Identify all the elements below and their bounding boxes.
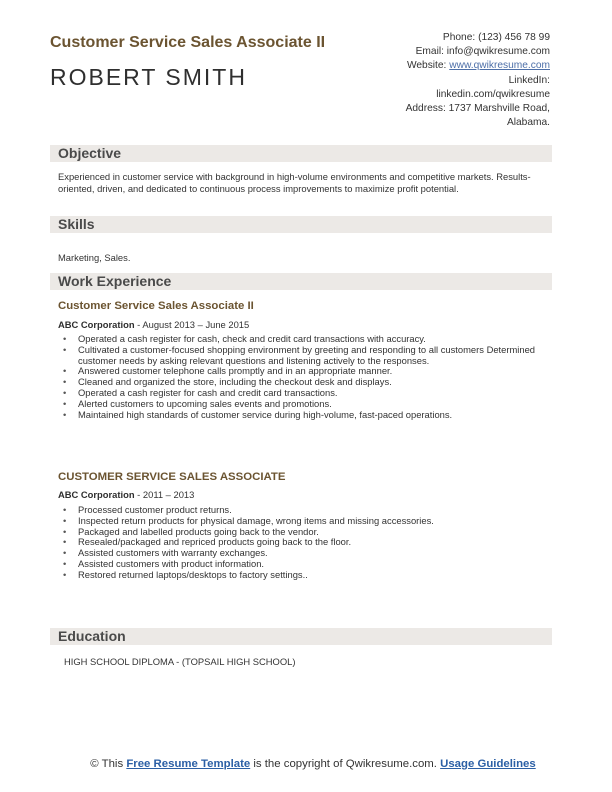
skills-section-bar <box>50 216 552 233</box>
job-2-role: CUSTOMER SERVICE SALES ASSOCIATE <box>58 471 286 483</box>
experience-section-bar <box>50 273 552 290</box>
objective-text: Experienced in customer service with background in high-volume environments and competitive markets. Results-oriented, driven, and dedicated to continuous process improvements to maximize profit potential. <box>58 171 531 194</box>
job-1-company-line <box>58 319 249 330</box>
website-label: Website: <box>406 60 447 72</box>
address-line2: Alabama. <box>506 117 550 129</box>
list-item: • Assisted customers with product information. <box>60 559 550 570</box>
address-line1: 1737 Marshville Road, <box>448 103 550 115</box>
list-item: • Resealed/packaged and repriced products going back to the floor. <box>60 537 550 548</box>
job-2-company-line <box>58 489 194 500</box>
job-1-company: ABC Corporation <box>58 319 135 330</box>
job-2-dates: - 2011 – 2013 <box>134 489 195 500</box>
email-label: Email: <box>415 46 444 58</box>
contact-block <box>360 31 550 130</box>
job-title: Customer Service Sales Associate II <box>50 34 326 51</box>
education-section-bar <box>50 628 552 645</box>
list-item: • Cultivated a customer-focused shopping environment by greeting and responding to all customers Determined customer needs by asking relevant questions and listening actively to the responses. <box>60 345 550 367</box>
linkedin-value: linkedin.com/qwikresume <box>436 88 550 100</box>
education-heading: Education <box>58 628 126 644</box>
footer-prefix: © This <box>90 758 127 770</box>
phone-label: Phone: <box>442 32 476 43</box>
experience-heading: Work Experience <box>58 273 172 289</box>
footer-middle: is the copyright of Qwikresume.com. <box>250 758 441 770</box>
job-2-company: ABC Corporation <box>58 489 135 500</box>
skills-heading: Skills <box>58 216 95 232</box>
list-item: • Inspected return products for physical damage, wrong items and missing accessories. <box>60 516 550 527</box>
list-item: • Processed customer product returns. <box>60 505 550 516</box>
list-item: • Answered customer telephone calls promptly and in an appropriate manner. <box>60 366 550 377</box>
resume-header <box>50 33 380 91</box>
free-resume-template-link[interactable]: Free Resume Template <box>126 758 251 770</box>
candidate-name: ROBERT SMITH <box>50 64 247 90</box>
footer-copyright <box>88 757 538 771</box>
job-2-bullets <box>60 505 550 581</box>
address-label: Address: <box>405 103 446 115</box>
email-value: info@qwikresume.com <box>446 46 550 58</box>
list-item: • Packaged and labelled products going back to the vendor. <box>60 527 550 538</box>
skills-text: Marketing, Sales. <box>58 252 131 263</box>
list-item: • Operated a cash register for cash and credit card transactions. <box>60 388 550 399</box>
usage-guidelines-link[interactable]: Usage Guidelines <box>440 758 536 770</box>
list-item: • Assisted customers with warranty exchanges. <box>60 548 550 559</box>
list-item: • Restored returned laptops/desktops to factory settings.. <box>60 570 550 581</box>
email-line <box>360 45 550 59</box>
education-text: HIGH SCHOOL DIPLOMA - (TOPSAIL HIGH SCHOOL) <box>64 656 296 667</box>
objective-heading: Objective <box>58 145 122 161</box>
linkedin-label: LinkedIn: <box>508 74 550 86</box>
list-item: • Cleaned and organized the store, including the checkout desk and displays. <box>60 377 550 388</box>
list-item: • Operated a cash register for cash, check and credit card transactions with accuracy. <box>60 334 550 345</box>
job-1-dates: - August 2013 – June 2015 <box>134 319 250 330</box>
website-link[interactable]: www.qwikresume.com <box>449 60 550 72</box>
phone-line <box>360 31 550 45</box>
list-item: • Alerted customers to upcoming sales events and promotions. <box>60 399 550 410</box>
objective-section-bar <box>50 145 552 162</box>
list-item: • Maintained high standards of customer service during high-volume, fast-paced operations. <box>60 410 550 421</box>
job-1-role: Customer Service Sales Associate II <box>58 300 254 312</box>
website-line <box>360 59 550 73</box>
job-1-bullets <box>60 334 550 420</box>
address-line <box>360 102 550 116</box>
phone-value: (123) 456 78 99 <box>478 32 550 43</box>
